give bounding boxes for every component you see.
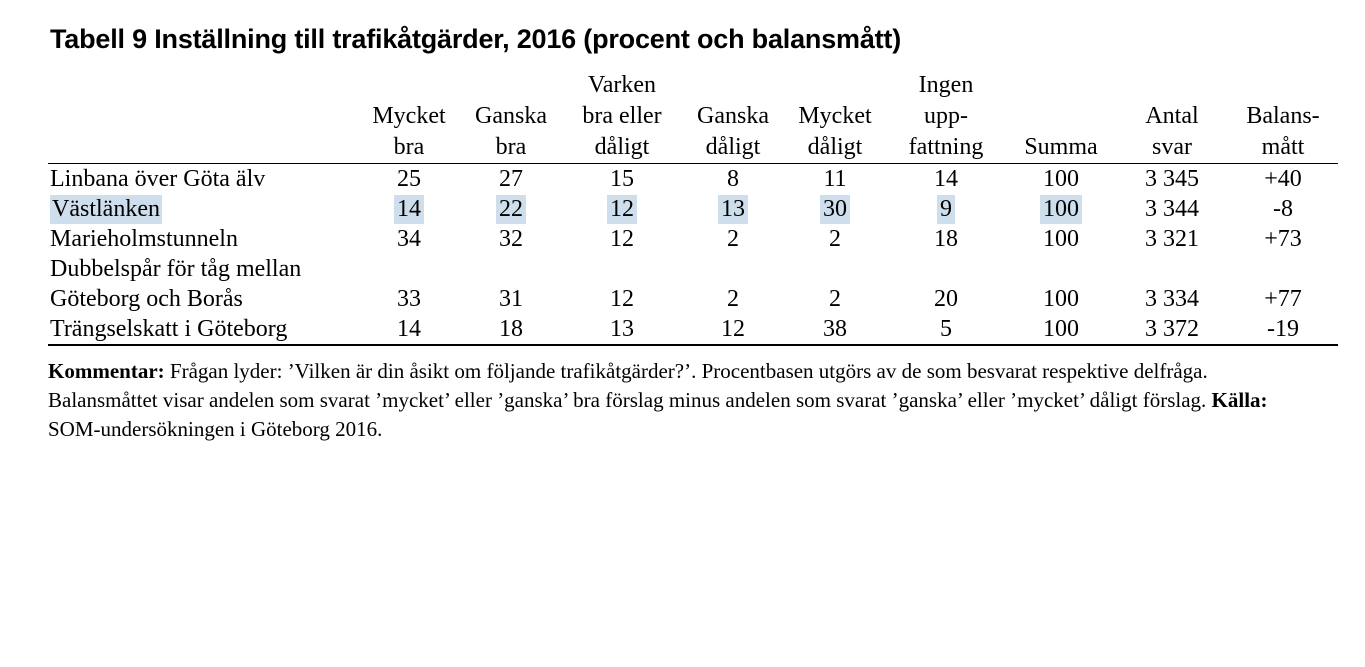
cell-ingen-uppfattning: 20 (934, 286, 958, 312)
cell-value: 13 (718, 195, 748, 224)
table-row (48, 164, 1338, 195)
table-row (48, 224, 1338, 254)
cell-value: 12 (607, 195, 637, 224)
cell-ganska-bra: 32 (499, 226, 523, 252)
cell-antal-svar: 3 321 (1145, 226, 1199, 252)
table-row (48, 194, 1338, 224)
row-label (48, 164, 358, 195)
cell-antal-svar: 3 372 (1145, 316, 1199, 342)
header-line-3: bra (393, 134, 425, 160)
header-line-3: svar (1152, 134, 1192, 160)
header-line-3: fattning (908, 134, 984, 160)
cell-value: 22 (496, 195, 526, 224)
cell-mycket-bra: 14 (397, 316, 421, 342)
cell-mycket-bra: 34 (397, 226, 421, 252)
cell-ganska-daligt (682, 194, 784, 224)
column-header-varken (562, 70, 682, 164)
column-header-antal-svar (1116, 70, 1228, 164)
row-label (48, 254, 358, 314)
cell-value: 14 (394, 195, 424, 224)
cell-balansmatt: -19 (1267, 316, 1299, 342)
cell-value: 9 (937, 195, 955, 224)
page-title: Tabell 9 Inställning till trafikåtgärder, 2016 (procent och balansmått) (50, 24, 902, 54)
table-header-row (48, 70, 1338, 164)
header-line-3: dåligt (705, 134, 761, 160)
cell-ganska-daligt: 8 (682, 164, 784, 195)
header-line-3: bra (495, 134, 527, 160)
row-label-line: Västlänken (52, 196, 160, 222)
row-label (48, 224, 358, 254)
cell-balansmatt: +40 (1228, 164, 1338, 195)
row-label-line: Marieholmstunneln (50, 226, 238, 252)
header-line-2: bra eller (582, 103, 662, 129)
cell-balansmatt: -8 (1273, 196, 1293, 222)
cell-mycket-daligt: 11 (784, 164, 886, 195)
cell-summa: 100 (1006, 164, 1116, 195)
table-row (48, 254, 1338, 314)
cell-ganska-bra: 27 (460, 164, 562, 195)
footnote-kommentar-label: Kommentar: (48, 359, 165, 383)
header-line-2: Mycket (372, 103, 446, 129)
footnote-kalla-label: Källa: (1211, 388, 1268, 412)
table-row (48, 314, 1338, 345)
cell-mycket-bra: 25 (358, 164, 460, 195)
cell-ganska-bra: 31 (499, 286, 523, 312)
row-label-line: Linbana över Göta älv (50, 166, 266, 192)
cell-mycket-bra (358, 194, 460, 224)
table-body (48, 164, 1338, 347)
cell-varken (562, 194, 682, 224)
cell-summa: 100 (1043, 286, 1079, 312)
cell-value: 100 (1040, 195, 1082, 224)
data-table (48, 70, 1338, 346)
row-label (48, 314, 358, 345)
cell-varken: 13 (610, 316, 634, 342)
column-header-mycket-bra (358, 70, 460, 164)
header-line-3: dåligt (807, 134, 863, 160)
cell-ingen-uppfattning: 14 (886, 164, 1006, 195)
cell-varken: 15 (562, 164, 682, 195)
footnote-kalla-text: SOM-undersökningen i Göteborg 2016. (48, 417, 383, 441)
cell-ganska-daligt: 2 (727, 226, 739, 252)
header-line-2: Balans- (1246, 103, 1320, 129)
column-header-label (48, 70, 358, 164)
cell-ingen-uppfattning (886, 194, 1006, 224)
header-line-2: upp- (924, 103, 968, 129)
header-line-3: mått (1261, 134, 1305, 160)
cell-ganska-bra: 18 (499, 316, 523, 342)
cell-mycket-bra: 33 (397, 286, 421, 312)
column-header-balansmatt (1228, 70, 1338, 164)
row-label (48, 194, 358, 224)
column-header-mycket-daligt (784, 70, 886, 164)
header-line-3: Summa (1024, 134, 1098, 160)
column-header-ingen-uppfattning (886, 70, 1006, 164)
cell-mycket-daligt: 2 (829, 226, 841, 252)
cell-balansmatt: +77 (1264, 286, 1302, 312)
row-label-line: Trängselskatt i Göteborg (50, 316, 288, 342)
header-line-2: Mycket (798, 103, 872, 129)
cell-value: 30 (820, 195, 850, 224)
table-footnote (48, 357, 1316, 444)
header-line-2: Antal (1145, 103, 1199, 129)
cell-ganska-bra (460, 194, 562, 224)
column-header-ganska-bra (460, 70, 562, 164)
cell-ingen-uppfattning: 5 (940, 316, 952, 342)
cell-varken: 12 (610, 286, 634, 312)
cell-mycket-daligt: 2 (829, 286, 841, 312)
cell-antal-svar: 3 345 (1116, 164, 1228, 195)
header-line-1: Varken (588, 72, 656, 98)
cell-ganska-daligt: 2 (727, 286, 739, 312)
header-line-1: Ingen (918, 72, 974, 98)
cell-summa: 100 (1043, 316, 1079, 342)
footnote-kommentar-text: Frågan lyder: ’Vilken är din åsikt om följande trafikåtgärder?’. Procentbasen utgörs av de som besvarat respektive delfråga. Balansmåttet visar andelen som svarat ’mycket’ eller ’ganska’ bra förslag minus andelen som svarat ’ganska’ eller ’mycket’ dåligt förslag. (48, 359, 1212, 412)
cell-summa (1006, 194, 1116, 224)
cell-antal-svar: 3 334 (1145, 286, 1199, 312)
header-line-2: Ganska (697, 103, 769, 129)
table-bottom-rule (48, 345, 1338, 346)
header-line-2: Ganska (475, 103, 547, 129)
cell-mycket-daligt: 38 (823, 316, 847, 342)
column-header-summa (1006, 70, 1116, 164)
cell-antal-svar: 3 344 (1145, 196, 1199, 222)
table-header (48, 70, 1338, 164)
row-label-line: Dubbelspår för tåg mellan (50, 256, 302, 282)
cell-ganska-daligt: 12 (721, 316, 745, 342)
cell-mycket-daligt (784, 194, 886, 224)
row-label-line: Göteborg och Borås (50, 286, 243, 312)
cell-varken: 12 (610, 226, 634, 252)
cell-summa: 100 (1043, 226, 1079, 252)
cell-ingen-uppfattning: 18 (934, 226, 958, 252)
cell-balansmatt: +73 (1264, 226, 1302, 252)
column-header-ganska-daligt (682, 70, 784, 164)
header-line-3: dåligt (594, 134, 650, 160)
